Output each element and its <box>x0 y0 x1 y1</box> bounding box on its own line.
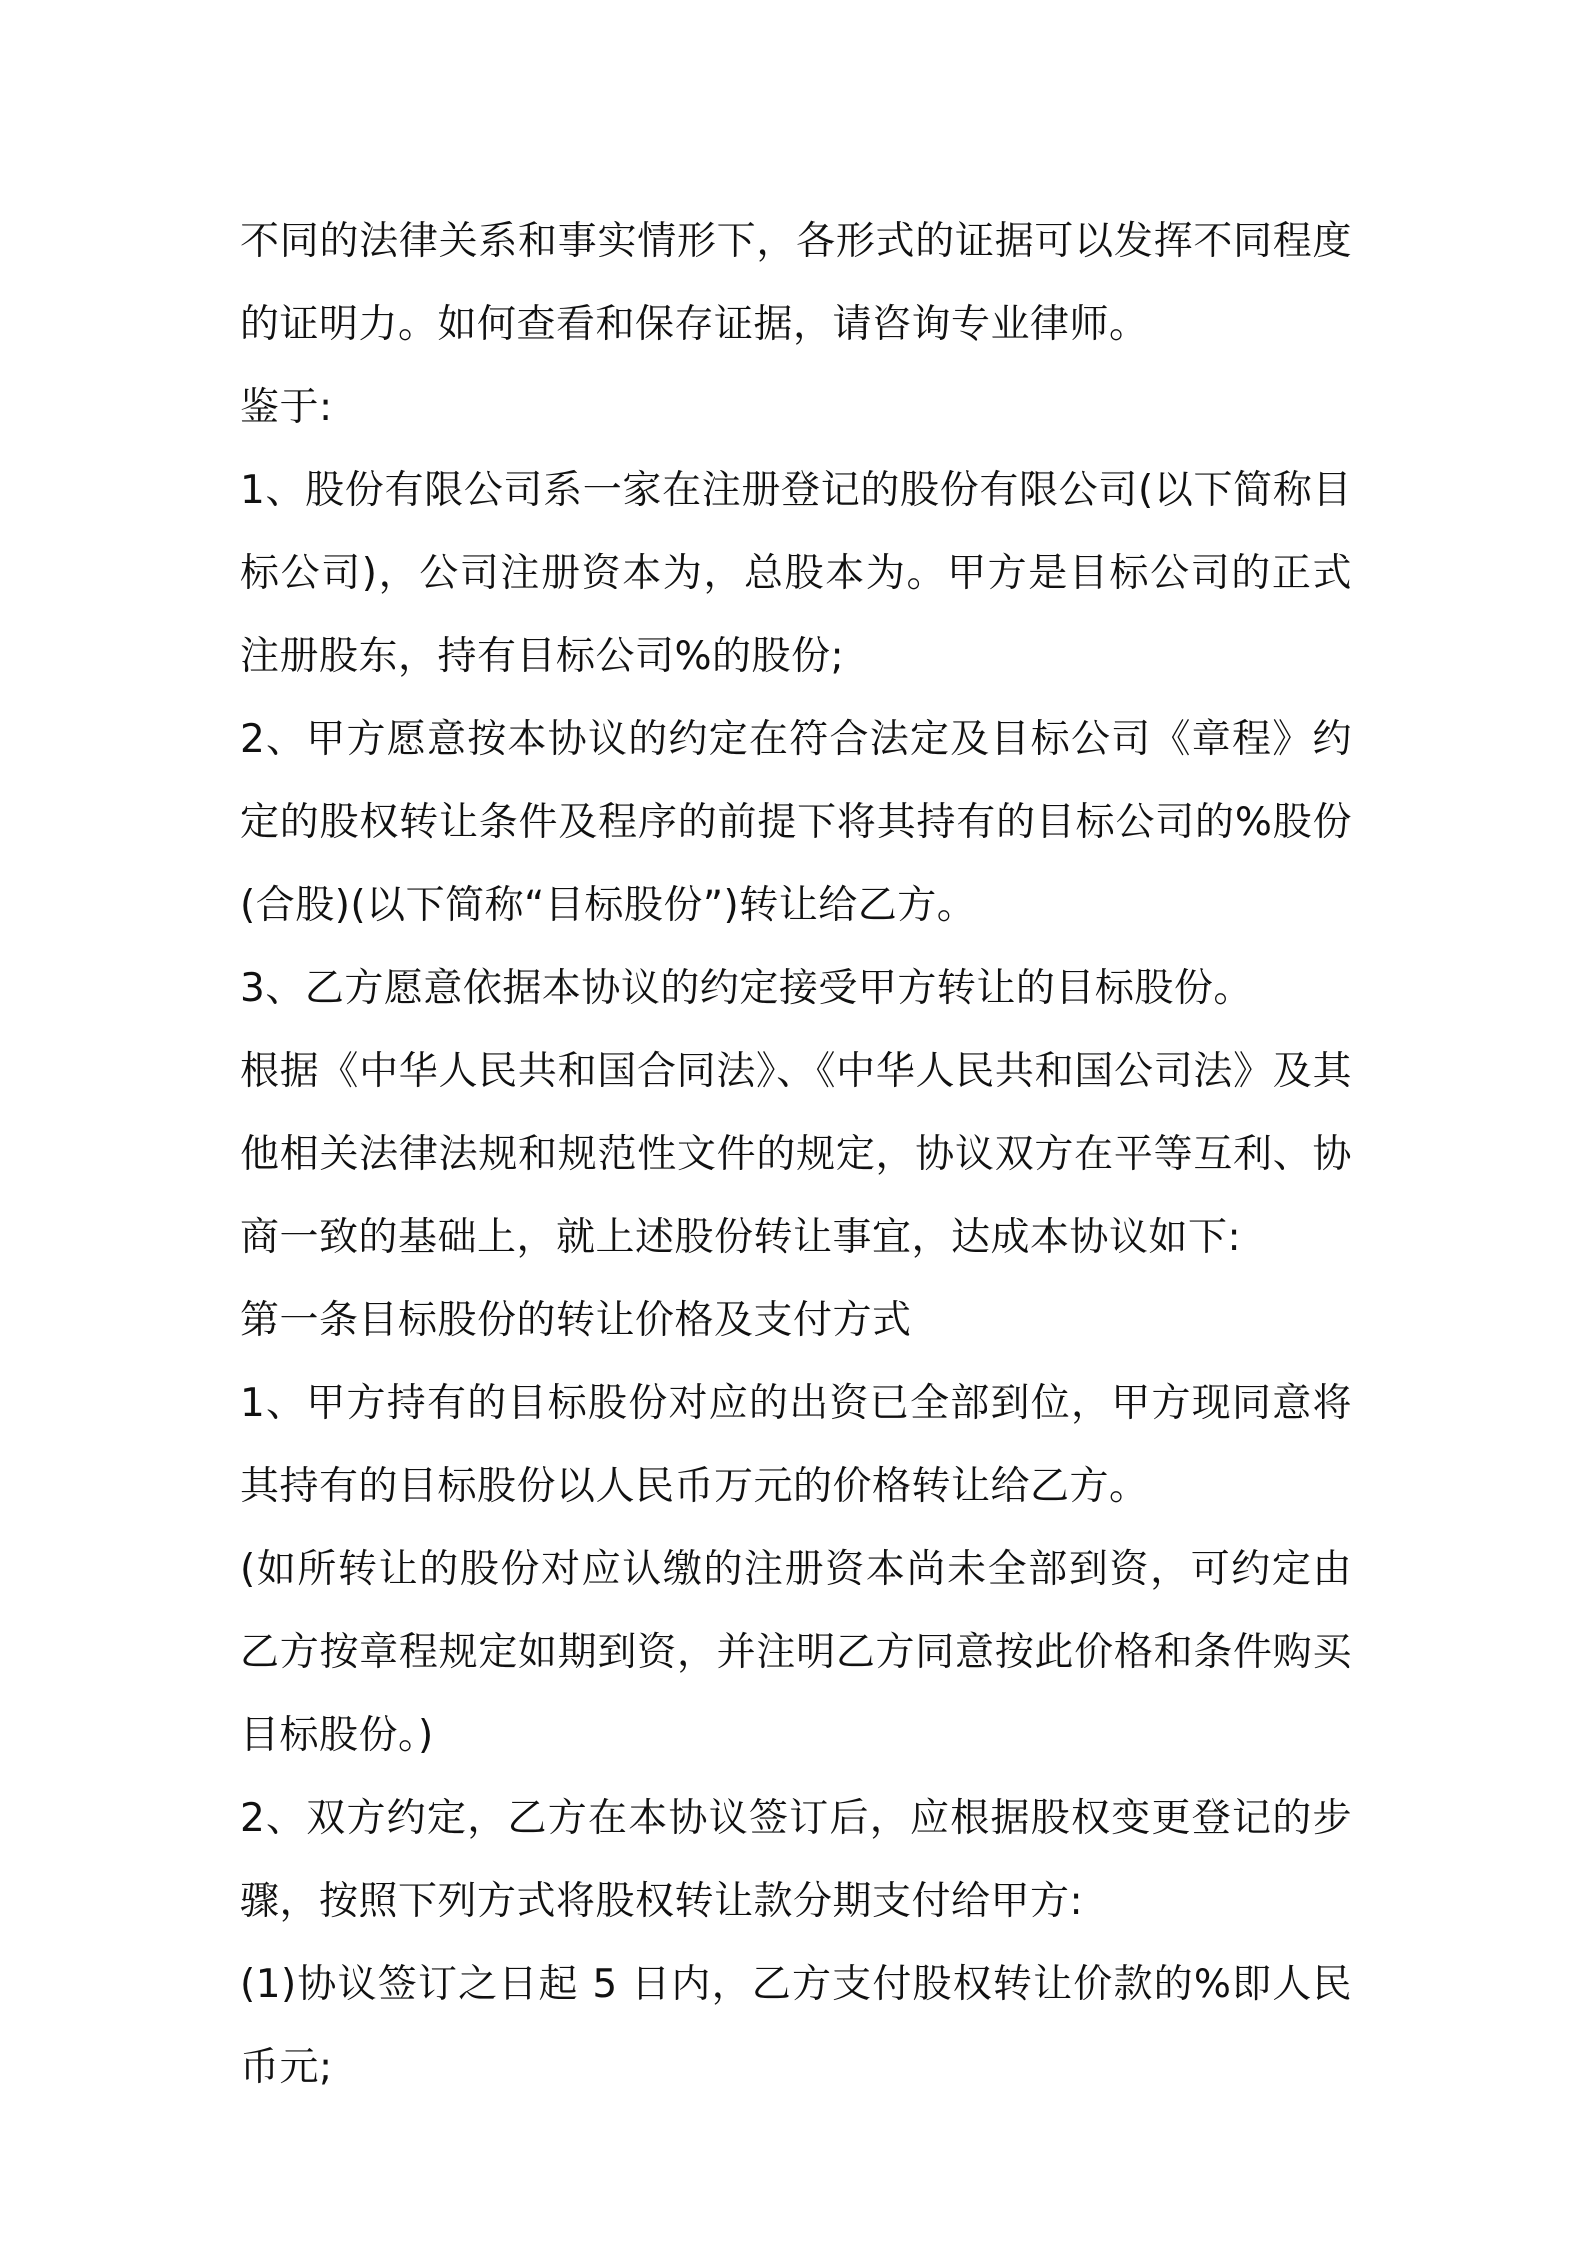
paragraph-recital-2: 2、甲方愿意按本协议的约定在符合法定及目标公司《章程》约定的股权转让条件及程序的前提下将其持有的目标公司的%股份(合股)(以下简称“目标股份”)转让给乙方。 <box>240 717 1352 928</box>
article-1-clause-1: 1、甲方持有的目标股份对应的出资已全部到位，甲方现同意将其持有的目标股份以人民币万元的价格转让给乙方。 <box>240 1381 1352 1509</box>
paragraph-whereas-heading: 鉴于: <box>240 385 333 430</box>
paragraph-recital-3: 3、乙方愿意依据本协议的约定接受甲方转让的目标股份。 <box>240 966 1253 1011</box>
article-1-clause-1-note: (如所转让的股份对应认缴的注册资本尚未全部到资，可约定由乙方按章程规定如期到资，并注明乙方同意按此价格和条件购买目标股份。) <box>240 1547 1352 1758</box>
document-body <box>240 200 1352 2109</box>
paragraph-recital-1: 1、股份有限公司系一家在注册登记的股份有限公司(以下简称目标公司)，公司注册资本为，总股本为。甲方是目标公司的正式注册股东，持有目标公司%的股份; <box>240 468 1352 679</box>
article-1-heading: 第一条目标股份的转让价格及支付方式 <box>240 1298 912 1343</box>
paragraph-legal-basis: 根据《中华人民共和国合同法》、《中华人民共和国公司法》及其他相关法律法规和规范性文件的规定，协议双方在平等互利、协商一致的基础上，就上述股份转让事宜，达成本协议如下: <box>240 1049 1352 1260</box>
paragraph-evidence-note: 不同的法律关系和事实情形下，各形式的证据可以发挥不同程度的证明力。如何查看和保存证据，请咨询专业律师。 <box>240 219 1352 347</box>
article-1-clause-2-item-1: (1)协议签订之日起 5 日内，乙方支付股权转让价款的%即人民币元; <box>240 1962 1352 2090</box>
article-1-clause-2: 2、双方约定，乙方在本协议签订后，应根据股权变更登记的步骤，按照下列方式将股权转让款分期支付给甲方: <box>240 1796 1352 1924</box>
